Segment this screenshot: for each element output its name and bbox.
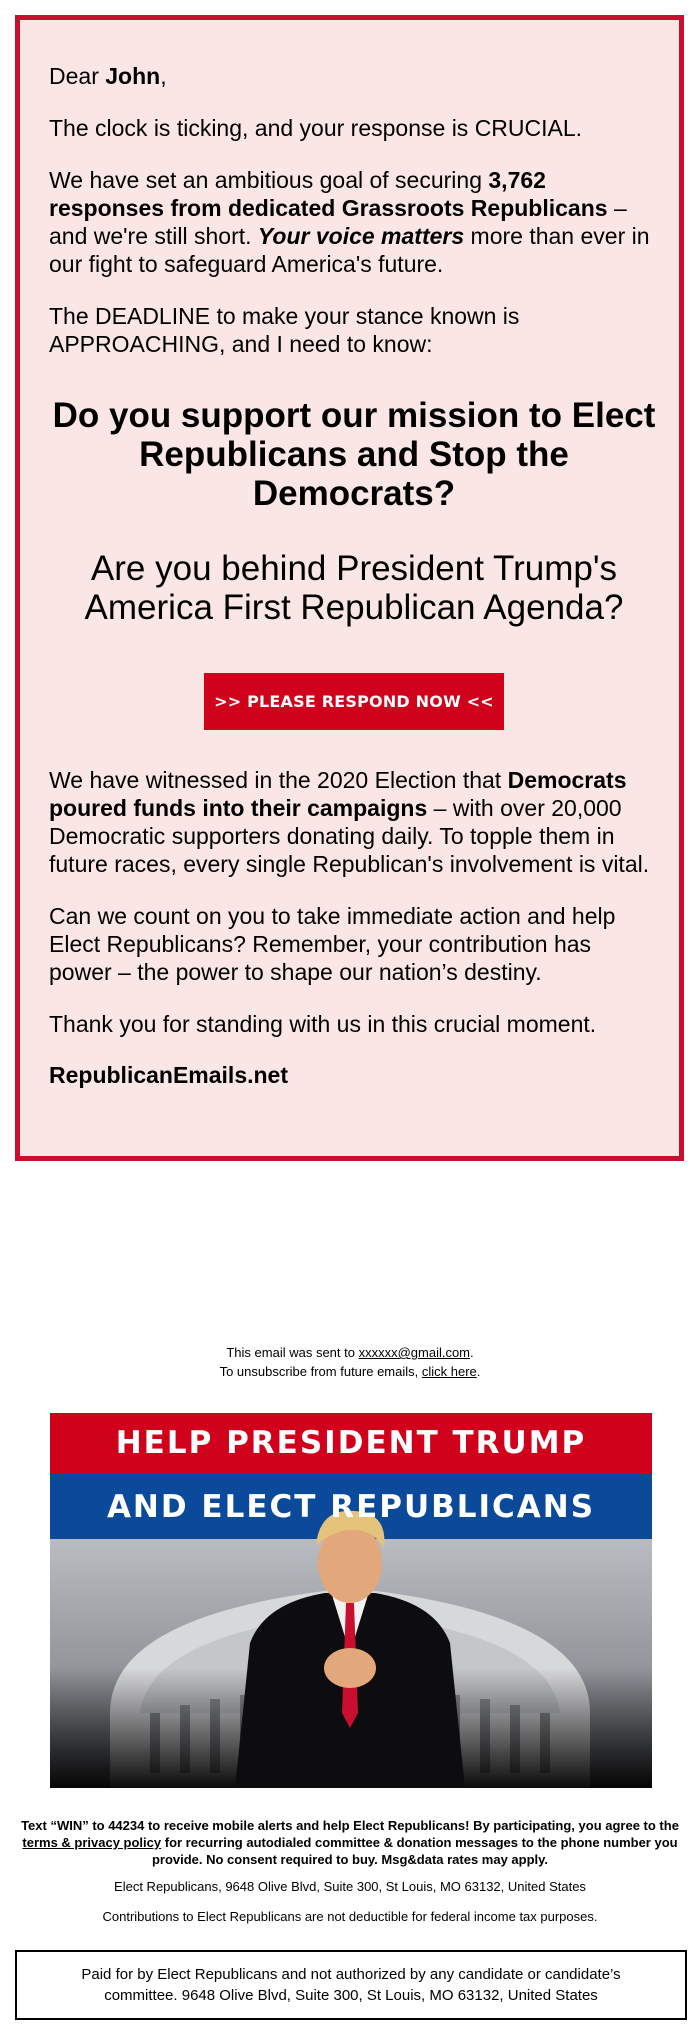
unsubscribe-text: To unsubscribe from future emails,	[219, 1364, 422, 1379]
sms-disclaimer	[16, 1817, 684, 1868]
unsubscribe-line	[0, 1362, 700, 1381]
paid-for-box	[15, 1950, 687, 2020]
respond-button-wrap	[49, 673, 659, 730]
unsubscribe-period: .	[476, 1364, 481, 1379]
sms-text: Text “WIN” to 44234 to receive mobile alerts and help Elect Republicans! By participating, you agree to the	[21, 1818, 679, 1833]
salutation-text: Dear	[49, 63, 106, 89]
terms-privacy-link[interactable]: terms & privacy policy	[22, 1835, 162, 1850]
goal-text-3: more than ever in our fight to safeguard America's future.	[49, 223, 650, 277]
banner-headline-1: HELP PRESIDENT TRUMP	[115, 1425, 587, 1461]
capitol-and-figure-illustration	[50, 1413, 652, 1788]
trump-banner-image[interactable]	[50, 1413, 652, 1788]
goal-text: We have set an ambitious goal of securing	[49, 167, 489, 193]
voice-matters: Your voice matters	[257, 223, 465, 249]
recipient-email-link[interactable]: xxxxxx@gmail.com	[358, 1345, 471, 1360]
election-text-2: – with over 20,000 Democratic supporters donating daily. To topple them in future races, every single Republican's involvement is vital.	[49, 795, 650, 877]
sent-to-text: This email was sent to	[226, 1345, 359, 1360]
paragraph-thanks: Thank you for standing with us in this crucial moment.	[49, 1011, 597, 1037]
paid-for-text: Paid for by Elect Republicans and not authorized by any candidate or candidate’s committee. 9648 Olive Blvd, Suite 300, St Louis, MO 63132, United States	[81, 1966, 621, 2004]
paragraph-goal	[49, 166, 659, 278]
salutation	[49, 62, 659, 90]
sms-text-2: for recurring autodialed committee & donation messages to the phone number you provide. No consent required to buy. Msg&data rates may apply.	[151, 1835, 678, 1867]
letter-body	[49, 62, 659, 1089]
paragraph-2020	[49, 766, 659, 878]
election-bold: Democrats poured funds into their campaigns	[49, 767, 627, 821]
banner-headline-2: AND ELECT REPUBLICANS	[106, 1489, 596, 1525]
election-text: We have witnessed in the 2020 Election that	[49, 767, 508, 793]
subhead-question: Are you behind President Trump's America First Republican Agenda?	[84, 549, 624, 627]
goal-text-2: – and we're still short.	[49, 195, 627, 249]
mailing-address: Elect Republicans, 9648 Olive Blvd, Suite 300, St Louis, MO 63132, United States	[114, 1879, 586, 1894]
signature: RepublicanEmails.net	[49, 1062, 289, 1088]
letter-box	[15, 15, 684, 1161]
salutation-comma: ,	[160, 63, 167, 89]
sent-to-line	[0, 1343, 700, 1362]
recipient-name: John	[105, 63, 161, 89]
paragraph-count-on-you: Can we count on you to take immediate action and help Elect Republicans? Remember, your contribution has power – the power to shape our nation’s destiny.	[49, 903, 616, 985]
unsubscribe-link[interactable]: click here	[421, 1364, 477, 1379]
headline-question: Do you support our mission to Elect Republicans and Stop the Democrats?	[52, 396, 656, 513]
goal-bold: 3,762 responses from dedicated Grassroots Republicans	[49, 167, 608, 221]
respond-now-button[interactable]: >> PLEASE RESPOND NOW <<	[204, 673, 504, 730]
paragraph-clock: The clock is ticking, and your response is CRUCIAL.	[49, 115, 583, 141]
email-footer-meta	[0, 1343, 700, 1381]
paragraph-deadline: The DEADLINE to make your stance known is APPROACHING, and I need to know:	[49, 303, 520, 357]
tax-disclaimer: Contributions to Elect Republicans are not deductible for federal income tax purposes.	[102, 1909, 598, 1924]
sent-to-period: .	[470, 1345, 474, 1360]
